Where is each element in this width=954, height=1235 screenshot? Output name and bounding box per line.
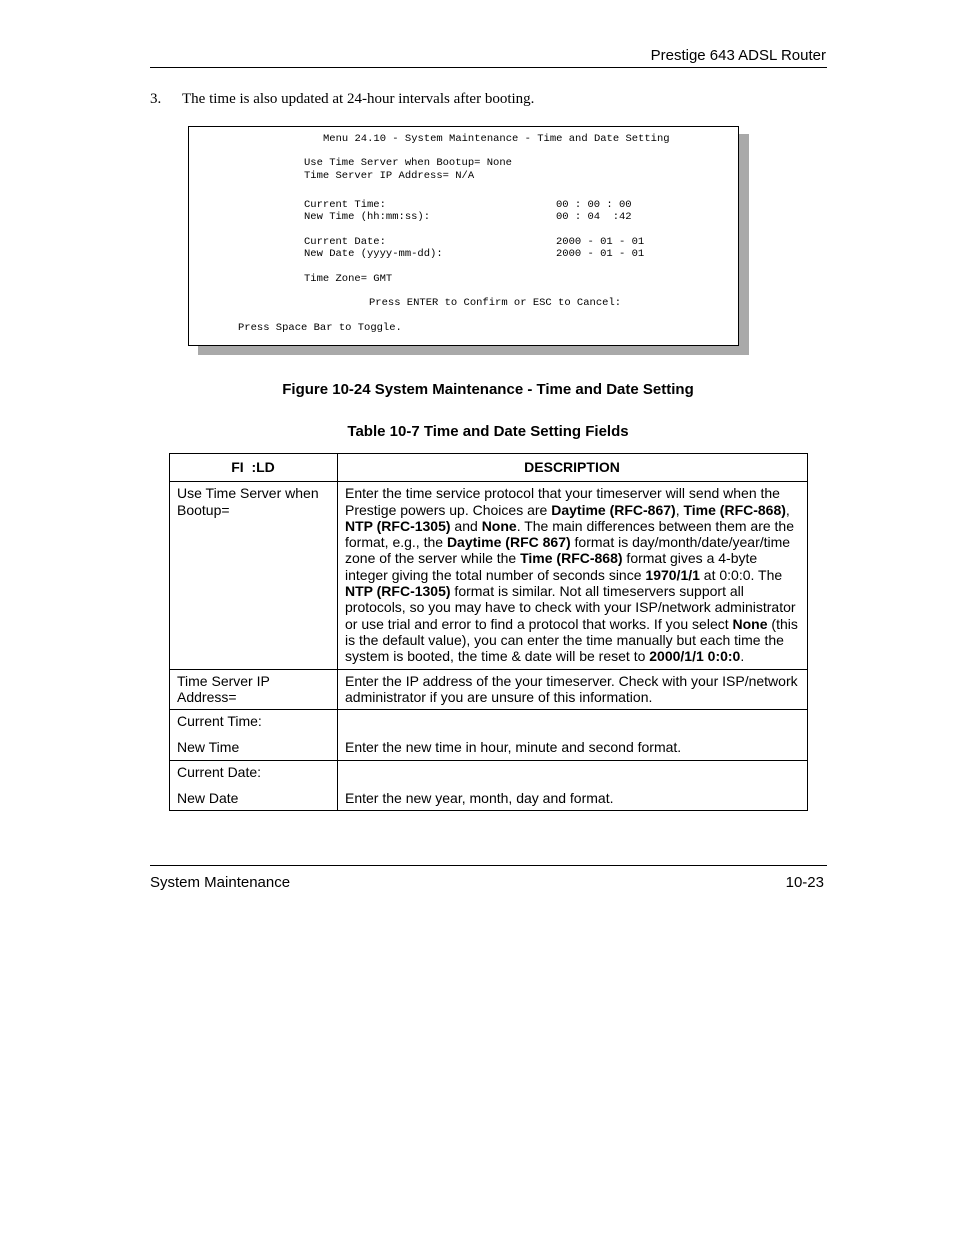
description-cell: Enter the time service protocol that your timeserver will send when the Prestige powers up. Choices are Daytime (RFC-867), Time (RFC-868), NTP (RFC-1305) and None. The main differences between them are the format, e.g., the Daytime (RFC 867) format is day/month/date/year/time zone of the server while the Time (RFC-868) format gives a 4-byte integer giving the total number of seconds since 1970/1/1 at 0:0:0. The NTP (RFC-1305) format is similar. Not all timeservers support all protocols, so you may have to check with your ISP/network administrator or use trial and error to find a protocol that works. If you select None (this is the default value), you can enter the time manually but each time the system is booted, the time & date will be reset to 2000/1/1 0:0:0. (338, 482, 808, 669)
footer-section: System Maintenance (150, 874, 291, 891)
menu-title: Menu 24.10 - System Maintenance - Time and Date Setting (323, 133, 670, 145)
bold-term: None (732, 615, 768, 632)
new-date-label: New Date (yyyy-mm-dd): (304, 248, 443, 260)
time-zone-setting[interactable]: Time Zone= GMT (304, 273, 393, 285)
table-row (170, 482, 808, 669)
bold-term: 1970/1/1 (645, 566, 700, 583)
current-date-label: Current Date: (304, 236, 386, 248)
bold-term: NTP (RFC-1305) (345, 517, 451, 534)
description-text: Enter the new year, month, day and format. (345, 789, 614, 806)
table-row (170, 760, 808, 811)
field-label: Current Time: (177, 713, 262, 730)
table-row (170, 669, 808, 710)
new-time-field[interactable]: 00 : 04 :42 (556, 211, 632, 223)
page-header-title: Prestige 643 ADSL Router (650, 47, 826, 64)
field-cell: Use Time Server when Bootup= (170, 482, 338, 669)
table-row (170, 710, 808, 761)
bold-term: Daytime (RFC-867) (551, 501, 676, 518)
toggle-hint: Press Space Bar to Toggle. (238, 322, 402, 334)
field-cell (170, 710, 338, 761)
time-server-setting[interactable]: Use Time Server when Bootup= None (304, 157, 512, 169)
header-description: DESCRIPTION (338, 454, 808, 482)
header-field: FI :LD (170, 454, 338, 482)
bold-term: None (481, 517, 517, 534)
step-item (150, 91, 534, 108)
bold-term: 2000/1/1 0:0:0 (649, 648, 741, 665)
current-date-value: 2000 - 01 - 01 (556, 236, 645, 248)
description-text: Enter the new time in hour, minute and second format. (345, 739, 682, 756)
bold-term: Daytime (RFC 867) (446, 534, 571, 551)
field-label: New Time (177, 739, 240, 756)
current-time-value: 00 : 00 : 00 (556, 199, 632, 211)
step-text: The time is also updated at 24-hour intervals after booting. (182, 91, 535, 107)
table-header-row (170, 454, 808, 482)
bold-term: NTP (RFC-1305) (345, 583, 451, 600)
bold-term: Time (RFC-868) (520, 550, 623, 567)
new-date-field[interactable]: 2000 - 01 - 01 (556, 248, 645, 260)
field-cell: Time Server IP Address= (170, 669, 338, 710)
field-label: New Date (177, 790, 239, 807)
current-time-label: Current Time: (304, 199, 386, 211)
confirm-prompt: Press ENTER to Confirm or ESC to Cancel: (369, 297, 622, 309)
description-cell (338, 760, 808, 811)
fields-table (169, 453, 808, 811)
table-caption: Table 10-7 Time and Date Setting Fields (347, 423, 629, 440)
time-server-ip-setting[interactable]: Time Server IP Address= N/A (304, 170, 475, 182)
bold-term: Time (RFC-868) (683, 501, 786, 518)
step-number: 3. (150, 91, 162, 107)
terminal-screen (188, 126, 739, 346)
field-label: Current Date: (177, 763, 262, 780)
footer-page-number: 10-23 (785, 874, 824, 891)
description-cell (338, 710, 808, 761)
figure-caption: Figure 10-24 System Maintenance - Time and Date Setting (282, 381, 694, 398)
description-cell: Enter the IP address of the your timeserver. Check with your ISP/network administrator if you are unsure of this information. (338, 669, 808, 710)
field-cell (170, 760, 338, 811)
footer-rule (150, 865, 827, 866)
new-time-label: New Time (hh:mm:ss): (304, 211, 431, 223)
header-rule (150, 67, 827, 68)
